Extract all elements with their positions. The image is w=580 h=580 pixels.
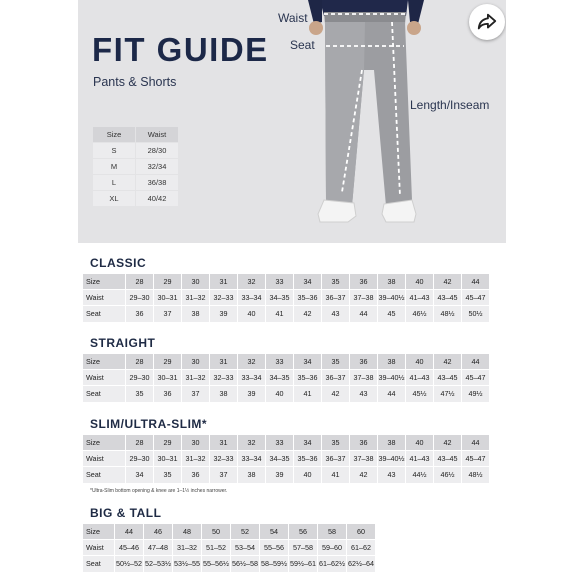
table-cell: 32–33 — [210, 451, 238, 467]
table-row — [83, 467, 490, 483]
table-cell: 45–47 — [462, 370, 490, 386]
table-cell: 36–37 — [322, 451, 350, 467]
table-cell: 44 — [462, 435, 490, 451]
table-row — [83, 290, 490, 306]
table-cell: 38 — [378, 274, 406, 290]
fit-guide-page — [66, 0, 514, 580]
table-cell: 30 — [182, 274, 210, 290]
table-cell: 41 — [322, 467, 350, 483]
table-cell: 34 — [294, 435, 322, 451]
table-cell: 45–46 — [115, 540, 144, 556]
table-cell: 49½ — [462, 386, 490, 402]
row-label-cell: Seat — [83, 306, 126, 322]
table-cell: 60 — [347, 524, 376, 540]
table-cell: 29 — [154, 435, 182, 451]
table-header-row — [83, 524, 376, 540]
table-cell: 47½ — [434, 386, 462, 402]
table-cell: 37 — [154, 306, 182, 322]
table-cell: S — [93, 143, 136, 159]
table-cell: 29 — [154, 274, 182, 290]
table-cell: 46½ — [434, 467, 462, 483]
table-cell: 33 — [266, 435, 294, 451]
table-cell: 48 — [173, 524, 202, 540]
slim-footnote: *Ultra-Slim bottom opening & knee are 1–1½ inches narrower. — [90, 488, 228, 494]
table-cell: 35 — [322, 354, 350, 370]
table-cell: 48½ — [462, 467, 490, 483]
table-cell: 43 — [378, 467, 406, 483]
table-cell: 33–34 — [238, 451, 266, 467]
table-cell: 59½–61 — [289, 556, 318, 572]
table-cell: 30–31 — [154, 290, 182, 306]
share-button[interactable] — [469, 4, 505, 40]
table-cell: 34–35 — [266, 290, 294, 306]
table-cell: 35 — [126, 386, 154, 402]
table-cell: 28 — [126, 435, 154, 451]
table-cell: 41 — [266, 306, 294, 322]
table-cell: 44 — [462, 274, 490, 290]
straight-size-table — [82, 353, 490, 403]
table-cell: 46½ — [406, 306, 434, 322]
table-cell: 39 — [266, 467, 294, 483]
table-cell: 45½ — [406, 386, 434, 402]
table-cell: 42 — [294, 306, 322, 322]
table-cell: 43 — [322, 306, 350, 322]
table-cell: XL — [93, 191, 136, 207]
big-tall-size-table — [82, 523, 376, 573]
table-cell: 41–43 — [406, 451, 434, 467]
table-cell: 61–62½ — [318, 556, 347, 572]
table-cell: 36 — [350, 274, 378, 290]
table-cell: 38 — [182, 306, 210, 322]
table-cell: 40/42 — [136, 191, 179, 207]
table-cell: 39 — [210, 306, 238, 322]
table-cell: 34 — [126, 467, 154, 483]
table-cell: 42 — [322, 386, 350, 402]
table-cell: 34 — [294, 354, 322, 370]
table-cell: 30–31 — [154, 451, 182, 467]
table-cell: 56 — [289, 524, 318, 540]
table-cell: M — [93, 159, 136, 175]
size-summary-header-cell: Size — [93, 127, 136, 143]
table-cell: 40 — [406, 354, 434, 370]
table-cell: 38 — [238, 467, 266, 483]
table-cell: 30 — [182, 435, 210, 451]
pants-model-illustration — [278, 0, 478, 243]
table-cell: 32 — [238, 354, 266, 370]
table-cell: 35–36 — [294, 370, 322, 386]
table-cell: 41–43 — [406, 370, 434, 386]
row-label-cell: Waist — [83, 540, 115, 556]
table-cell: 61–62 — [347, 540, 376, 556]
table-cell: 36–37 — [322, 370, 350, 386]
table-cell: 43 — [350, 386, 378, 402]
table-cell: 44 — [115, 524, 144, 540]
table-cell: 52–53½ — [144, 556, 173, 572]
table-cell: 43–45 — [434, 370, 462, 386]
table-cell: 35–36 — [294, 451, 322, 467]
table-cell: 35–36 — [294, 290, 322, 306]
table-cell: 62½–64 — [347, 556, 376, 572]
seat-label: Seat — [290, 38, 315, 52]
table-cell: 30–31 — [154, 370, 182, 386]
table-cell: 30 — [182, 354, 210, 370]
waist-label: Waist — [278, 11, 308, 25]
table-cell: 37 — [210, 467, 238, 483]
table-cell: 32 — [238, 274, 266, 290]
table-cell: 42 — [434, 354, 462, 370]
table-cell: 50 — [202, 524, 231, 540]
table-cell: 34 — [294, 274, 322, 290]
slim-size-table — [82, 434, 490, 484]
table-cell: 36 — [350, 435, 378, 451]
table-cell: 44 — [350, 306, 378, 322]
table-cell: 35 — [322, 435, 350, 451]
table-cell: 29–30 — [126, 451, 154, 467]
table-cell: 31 — [210, 274, 238, 290]
table-cell: 31–32 — [182, 451, 210, 467]
row-label-cell: Waist — [83, 451, 126, 467]
table-cell: 43–45 — [434, 451, 462, 467]
table-cell: 36–37 — [322, 290, 350, 306]
table-cell: 45–47 — [462, 451, 490, 467]
table-cell: 31 — [210, 354, 238, 370]
table-cell: 29 — [154, 354, 182, 370]
table-cell: 28 — [126, 354, 154, 370]
table-cell: 33–34 — [238, 290, 266, 306]
size-summary-header — [93, 127, 179, 143]
table-cell: 33 — [266, 354, 294, 370]
table-cell: 39–40½ — [378, 370, 406, 386]
table-cell: 38 — [378, 354, 406, 370]
table-cell: 47–48 — [144, 540, 173, 556]
row-label-cell: Size — [83, 354, 126, 370]
table-header-row — [83, 435, 490, 451]
table-cell: 42 — [350, 467, 378, 483]
table-cell: 43–45 — [434, 290, 462, 306]
table-row — [83, 540, 376, 556]
table-row — [93, 191, 179, 207]
table-row — [93, 143, 179, 159]
table-cell: 36 — [350, 354, 378, 370]
row-label-cell: Seat — [83, 467, 126, 483]
table-cell: 33 — [266, 274, 294, 290]
table-cell: 38 — [378, 435, 406, 451]
table-header-row — [83, 354, 490, 370]
table-cell: 35 — [154, 467, 182, 483]
row-label-cell: Size — [83, 435, 126, 451]
table-cell: 41–43 — [406, 290, 434, 306]
table-cell: 39 — [238, 386, 266, 402]
table-cell: 54 — [260, 524, 289, 540]
table-cell: 35 — [322, 274, 350, 290]
table-cell: 31–32 — [182, 370, 210, 386]
table-cell: L — [93, 175, 136, 191]
table-row — [83, 451, 490, 467]
table-cell: 29–30 — [126, 370, 154, 386]
table-cell: 42 — [434, 435, 462, 451]
table-header-row — [83, 274, 490, 290]
table-cell: 56½–58 — [231, 556, 260, 572]
section-title-classic: CLASSIC — [90, 256, 147, 270]
table-cell: 34–35 — [266, 451, 294, 467]
table-cell: 45 — [378, 306, 406, 322]
table-cell: 51–52 — [202, 540, 231, 556]
table-cell: 41 — [294, 386, 322, 402]
table-cell: 31 — [210, 435, 238, 451]
table-cell: 57–58 — [289, 540, 318, 556]
size-summary-table — [92, 126, 179, 207]
section-title-big-tall: BIG & TALL — [90, 506, 162, 520]
row-label-cell: Seat — [83, 386, 126, 402]
table-cell: 40 — [238, 306, 266, 322]
section-title-straight: STRAIGHT — [90, 336, 156, 350]
size-summary-header-cell: Waist — [136, 127, 179, 143]
table-row — [83, 386, 490, 402]
table-cell: 33–34 — [238, 370, 266, 386]
table-cell: 44½ — [406, 467, 434, 483]
table-cell: 32–33 — [210, 370, 238, 386]
table-cell: 37 — [182, 386, 210, 402]
table-cell: 46 — [144, 524, 173, 540]
table-cell: 36 — [154, 386, 182, 402]
table-cell: 36/38 — [136, 175, 179, 191]
table-cell: 44 — [378, 386, 406, 402]
table-cell: 55–56 — [260, 540, 289, 556]
table-cell: 34–35 — [266, 370, 294, 386]
section-title-slim: SLIM/ULTRA-SLIM* — [90, 417, 208, 431]
table-cell: 36 — [126, 306, 154, 322]
table-cell: 39–40½ — [378, 451, 406, 467]
table-cell: 53–54 — [231, 540, 260, 556]
table-cell: 50½ — [462, 306, 490, 322]
table-cell: 29–30 — [126, 290, 154, 306]
table-cell: 55–56½ — [202, 556, 231, 572]
row-label-cell: Size — [83, 524, 115, 540]
table-row — [93, 159, 179, 175]
table-cell: 42 — [434, 274, 462, 290]
table-cell: 50½–52 — [115, 556, 144, 572]
table-cell: 37–38 — [350, 290, 378, 306]
table-cell: 39–40½ — [378, 290, 406, 306]
table-cell: 58 — [318, 524, 347, 540]
table-row — [83, 556, 376, 572]
table-cell: 44 — [462, 354, 490, 370]
table-row — [93, 175, 179, 191]
classic-size-table — [82, 273, 490, 323]
table-cell: 31–32 — [182, 290, 210, 306]
table-cell: 36 — [182, 467, 210, 483]
table-cell: 58–59½ — [260, 556, 289, 572]
table-cell: 32/34 — [136, 159, 179, 175]
row-label-cell: Waist — [83, 290, 126, 306]
row-label-cell: Waist — [83, 370, 126, 386]
row-label-cell: Size — [83, 274, 126, 290]
page-subtitle: Pants & Shorts — [93, 75, 177, 89]
table-cell: 48½ — [434, 306, 462, 322]
table-cell: 45–47 — [462, 290, 490, 306]
table-cell: 32 — [238, 435, 266, 451]
table-cell: 31–32 — [173, 540, 202, 556]
table-row — [83, 306, 490, 322]
table-cell: 28/30 — [136, 143, 179, 159]
table-row — [83, 370, 490, 386]
table-cell: 40 — [294, 467, 322, 483]
table-cell: 40 — [406, 435, 434, 451]
page-title: FIT GUIDE — [92, 31, 269, 68]
table-cell: 40 — [406, 274, 434, 290]
table-cell: 37–38 — [350, 451, 378, 467]
length-inseam-label: Length/Inseam — [410, 98, 490, 112]
table-cell: 28 — [126, 274, 154, 290]
table-cell: 32–33 — [210, 290, 238, 306]
table-cell: 59–60 — [318, 540, 347, 556]
table-cell: 40 — [266, 386, 294, 402]
hero-banner — [78, 0, 506, 243]
table-cell: 37–38 — [350, 370, 378, 386]
table-cell: 38 — [210, 386, 238, 402]
table-cell: 53½–55 — [173, 556, 202, 572]
row-label-cell: Seat — [83, 556, 115, 572]
share-arrow-icon — [476, 11, 498, 33]
table-cell: 52 — [231, 524, 260, 540]
